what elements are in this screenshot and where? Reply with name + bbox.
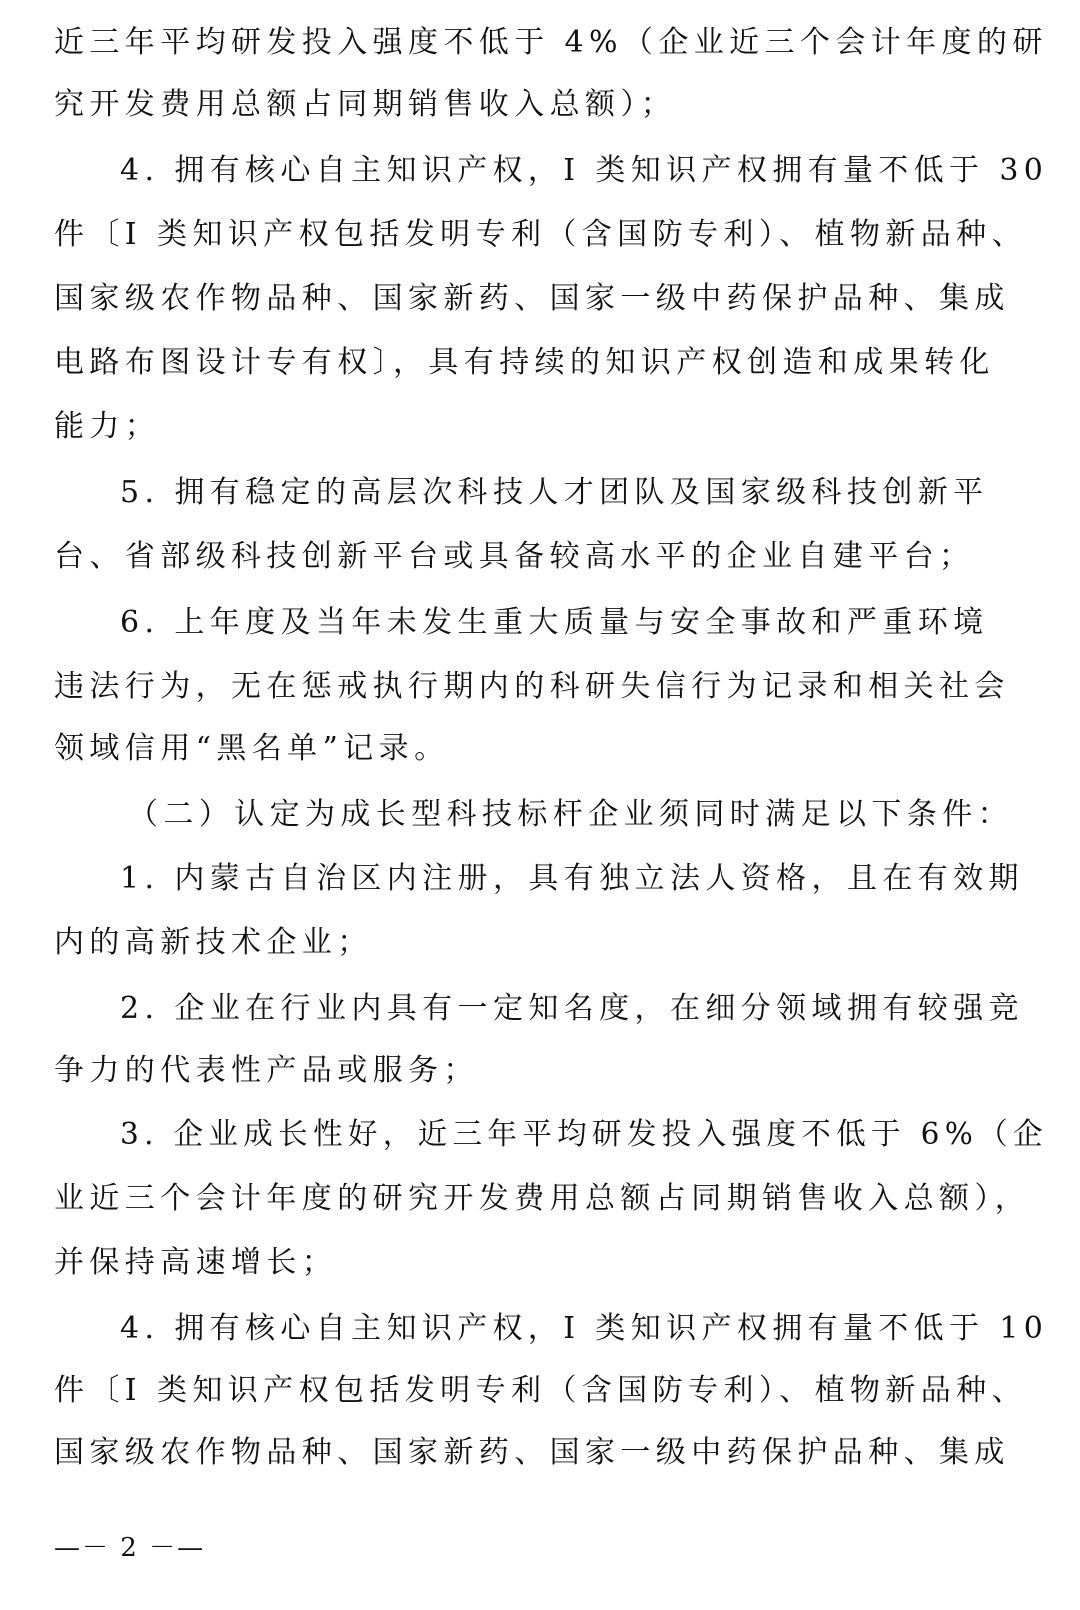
- list-item-start: 5. 拥有稳定的高层次科技人才团队及国家级科技创新平: [120, 475, 989, 510]
- text-line: 件〔I 类知识产权包括发明专利（含国防专利）、植物新品种、: [54, 217, 1027, 252]
- text-line: 领域信用“黑名单”记录。: [54, 731, 450, 766]
- text-line: 内的高新技术企业；: [54, 925, 373, 960]
- text-line: 件〔I 类知识产权包括发明专利（含国防专利）、植物新品种、: [54, 1373, 1027, 1408]
- list-item-start: 1. 内蒙古自治区内注册，具有独立法人资格，且在有效期: [120, 861, 1024, 896]
- text-line: 国家级农作物品种、国家新药、国家一级中药保护品种、集成: [54, 281, 1010, 316]
- text-line: 究开发费用总额占同期销售收入总额）；: [54, 87, 677, 122]
- section-heading: （二）认定为成长型科技标杆企业须同时满足以下条件：: [128, 797, 1013, 832]
- list-item-start: 4. 拥有核心自主知识产权，I 类知识产权拥有量不低于 30: [120, 153, 1049, 188]
- text-line: 国家级农作物品种、国家新药、国家一级中药保护品种、集成: [54, 1435, 1010, 1470]
- text-line: 能力；: [54, 409, 161, 444]
- list-item-start: 6. 上年度及当年未发生重大质量与安全事故和严重环境: [120, 605, 989, 640]
- text-line: 争力的代表性产品或服务；: [54, 1053, 479, 1088]
- text-line: 违法行为，无在惩戒执行期内的科研失信行为记录和相关社会: [54, 669, 1010, 704]
- page-number: —－ 2 －—: [54, 1533, 206, 1563]
- list-item-start: 2. 企业在行业内具有一定知名度，在细分领域拥有较强竞: [120, 991, 1024, 1026]
- text-line: 并保持高速增长；: [54, 1245, 338, 1280]
- text-line: 业近三个会计年度的研究开发费用总额占同期销售收入总额），: [54, 1181, 1031, 1216]
- list-item-start: 3. 企业成长性好，近三年平均研发投入强度不低于 6%（企: [120, 1117, 1048, 1152]
- list-item-start: 4. 拥有核心自主知识产权，I 类知识产权拥有量不低于 10: [120, 1311, 1049, 1346]
- text-line: 近三年平均研发投入强度不低于 4%（企业近三个会计年度的研: [54, 25, 1048, 60]
- text-line: 台、省部级科技创新平台或具备较高水平的企业自建平台；: [54, 539, 975, 574]
- text-line: 电路布图设计专有权〕，具有持续的知识产权创造和成果转化: [54, 345, 995, 380]
